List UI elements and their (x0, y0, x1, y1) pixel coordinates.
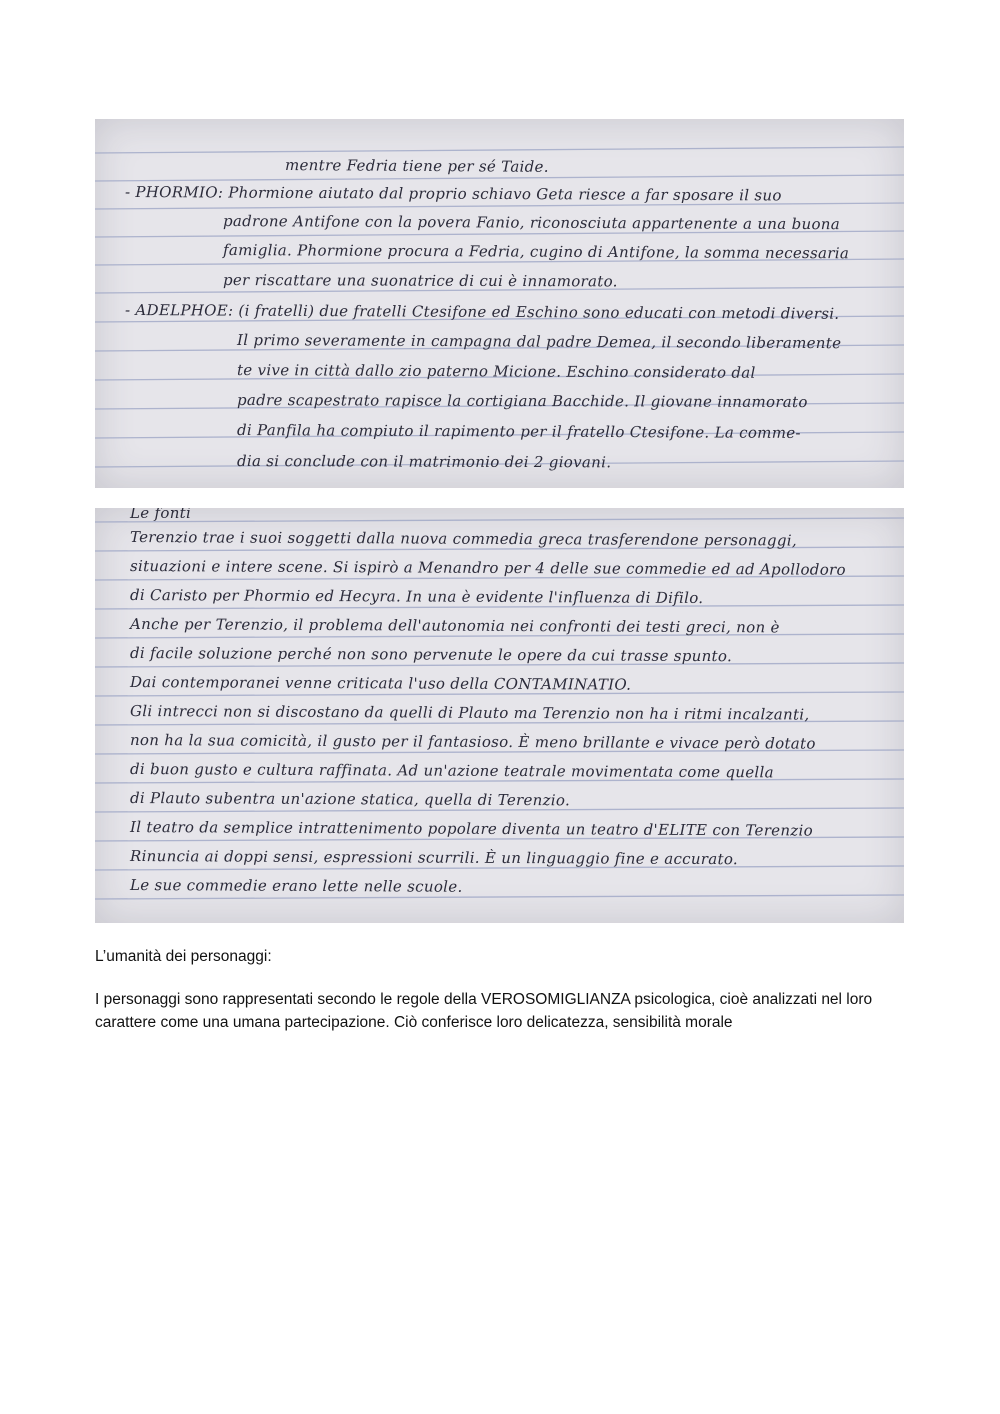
handwritten-line: non ha la sua comicità, il gusto per il fantasioso. È meno brillante e vivace però dotato (129, 731, 816, 753)
handwritten-line: Il teatro da semplice intrattenimento popolare diventa un teatro d'ELITE con Terenzio (129, 818, 814, 840)
handwritten-line: padre scapestrato rapisce la cortigiana Bacchide. Il giovane innamorato (236, 391, 808, 411)
handwritten-notes-photo-1 (95, 119, 904, 488)
handwritten-line: di Caristo per Phormio ed Hecyra. In una è evidente l'influenza di Difilo. (129, 586, 704, 608)
section-heading: L’umanità dei personaggi: (95, 948, 272, 965)
handwritten-line: Gli intrecci non si discostano da quelli di Plauto ma Terenzio non ha i ritmi incalzanti, (129, 702, 810, 724)
handwritten-line: famiglia. Phormione procura a Fedria, cugino di Antifone, la somma necessaria (222, 241, 850, 263)
handwritten-notes-photo-2 (95, 508, 904, 923)
handwritten-line: di buon gusto e cultura raffinata. Ad un'azione teatrale movimentata come quella (129, 760, 774, 782)
handwritten-line: situazioni e intere scene. Si ispirò a Menandro per 4 delle sue commedie ed ad Apollodoro (129, 557, 846, 579)
handwritten-line: te vive in città dallo zio paterno Micione. Eschino considerato dal (236, 361, 756, 382)
handwritten-line: di facile soluzione perché non sono pervenute le opere da cui trasse spunto. (129, 644, 733, 666)
handwritten-line: - ADELPHOE: (i fratelli) due fratelli Ctesifone ed Eschino sono educati con metodi diversi. (124, 301, 840, 323)
handwritten-line: Anche per Terenzio, il problema dell'autonomia nei confronti dei testi greci, non è (129, 615, 780, 637)
handwritten-line: Dai contemporanei venne criticata l'uso della CONTAMINATIO. (129, 673, 632, 694)
handwritten-line: Rinuncia ai doppi sensi, espressioni scurrili. È un linguaggio fine e accurato. (129, 847, 739, 869)
handwritten-line: Il primo severamente in campagna dal padre Demea, il secondo liberamente (236, 331, 842, 353)
handwritten-line: padrone Antifone con la povera Fanio, riconosciuta appartenente a una buona (222, 212, 841, 234)
handwritten-line: di Plauto subentra un'azione statica, quella di Terenzio. (129, 789, 571, 810)
body-paragraph: I personaggi sono rappresentati secondo le regole della VEROSOMIGLIANZA psicologica, cioè analizzati nel loro carattere come una umana partecipazione. Ciò conferisce loro delicatezza, sensibilità morale (95, 991, 873, 1031)
handwritten-line: per riscattare una suonatrice di cui è innamorato. (222, 271, 618, 291)
handwritten-line: Terenzio trae i suoi soggetti dalla nuova commedia greca trasferendone personaggi, (129, 528, 797, 550)
handwritten-line: di Panfila ha compiuto il rapimento per il fratello Ctesifone. La comme- (236, 421, 801, 442)
handwritten-line: Le sue commedie erano lette nelle scuole. (129, 876, 463, 896)
handwritten-line: Le fonti (130, 508, 192, 522)
handwritten-line: mentre Fedria tiene per sé Taide. (284, 156, 549, 176)
handwritten-line: - PHORMIO: Phormione aiutato dal proprio schiavo Geta riesce a far sposare il suo (124, 183, 782, 205)
handwritten-line: dia si conclude con il matrimonio dei 2 giovani. (236, 452, 612, 472)
